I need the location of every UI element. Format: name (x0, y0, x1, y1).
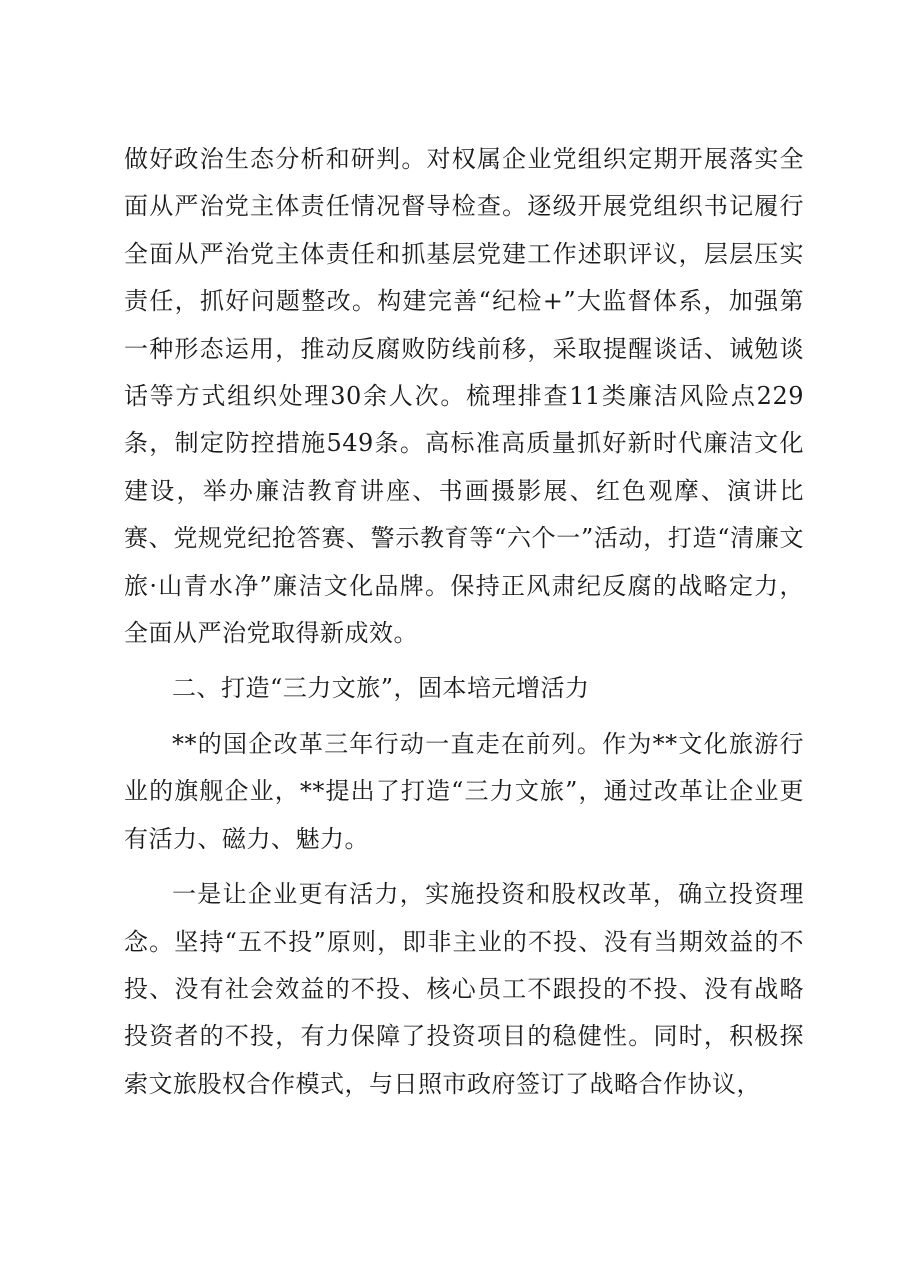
paragraph-reform-intro: **的国企改革三年行动一直走在前列。作为**文化旅游行业的旗舰企业，**提出了打造“三力文旅”，通过改革让企业更有活力、磁力、魅力。 (124, 729, 804, 853)
document-body (124, 136, 804, 1108)
paragraph-supervision: 做好政治生态分析和研判。对权属企业党组织定期开展落实全面从严治党主体责任情况督导检查。逐级开展党组织书记履行全面从严治党主体责任和抓基层党建工作述职评议，层层压实责任，抓好问题整改。构建完善“纪检+”大监督体系，加强第一种形态运用，推动反腐败防线前移，采取提醒谈话、诫勉谈话等方式组织处理30余人次。梳理排查11类廉洁风险点229条，制定防控措施549条。高标准高质量抓好新时代廉洁文化建设，举办廉洁教育讲座、书画摄影展、红色观摩、演讲比赛、党规党纪抢答赛、警示教育等“六个一”活动，打造“清廉文旅·山青水净”廉洁文化品牌。保持正风肃纪反腐的战略定力，全面从严治党取得新成效。 (124, 145, 804, 648)
paragraph-vitality: 一是让企业更有活力，实施投资和股权改革，确立投资理念。坚持“五不投”原则，即非主业的不投、没有当期效益的不投、没有社会效益的不投、核心员工不跟投的不投、没有战略投资者的不投，有力保障了投资项目的稳健性。同时，积极探索文旅股权合作模式，与日照市政府签订了战略合作协议， (124, 880, 804, 1098)
section-heading-2: 二、打造“三力文旅”，固本培元增活力 (172, 674, 590, 703)
